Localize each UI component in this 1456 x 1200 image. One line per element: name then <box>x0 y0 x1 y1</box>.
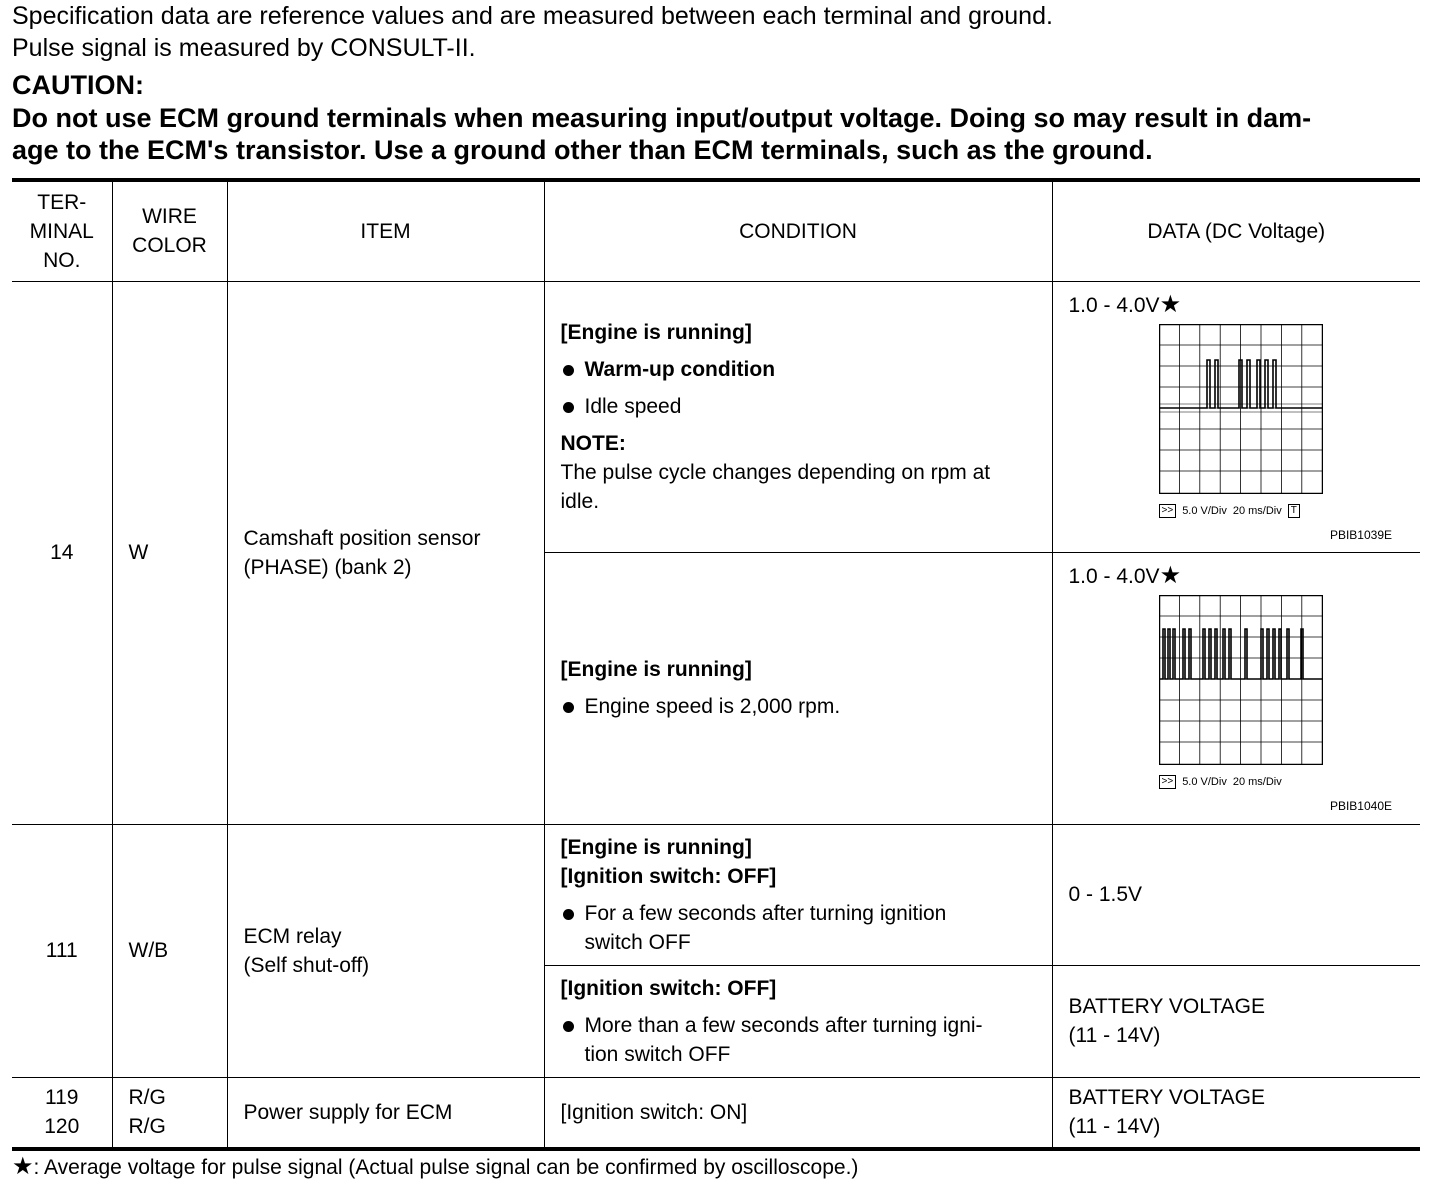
oscilloscope-figure <box>1159 324 1323 518</box>
item-line1: Camshaft position sensor <box>243 526 481 550</box>
scope-volt-div: 5.0 V/Div <box>1182 775 1227 788</box>
item-cell: Power supply for ECM <box>227 1077 544 1149</box>
bullet-icon <box>563 1021 574 1032</box>
wire-line1: R/G <box>128 1086 166 1110</box>
header-wire-line2: COLOR <box>132 234 207 258</box>
condition-bullet <box>561 692 1038 721</box>
header-wire-color <box>112 180 227 281</box>
header-condition: CONDITION <box>544 180 1052 281</box>
figure-id: PBIB1039E <box>1329 527 1392 542</box>
data-cell <box>1052 965 1420 1077</box>
star-icon: ★ <box>1159 290 1182 318</box>
caution-title: CAUTION: <box>12 70 144 100</box>
scope-arrow-icon: >> <box>1159 775 1177 789</box>
header-terminal-line2: MINAL <box>29 219 94 243</box>
bullet-icon <box>563 365 574 376</box>
bullet-text: switch OFF <box>584 930 691 954</box>
header-item: ITEM <box>227 180 544 281</box>
terminal-spec-table <box>12 178 1420 1151</box>
item-line1: ECM relay <box>243 924 342 948</box>
terminal-cell: 14 <box>12 281 112 824</box>
condition-bullet <box>561 899 1038 957</box>
item-cell <box>227 824 544 1077</box>
data-line2: (11 - 14V) <box>1068 1024 1161 1047</box>
terminal-line1: 119 <box>45 1086 79 1110</box>
condition-bullet <box>561 1011 1038 1069</box>
data-cell <box>1052 1077 1420 1149</box>
figure-id: PBIB1040E <box>1329 798 1392 813</box>
header-terminal-line1: TER- <box>37 190 87 214</box>
wire-line2: R/G <box>128 1115 166 1139</box>
terminal-line2: 120 <box>44 1115 80 1139</box>
item-cell <box>227 281 544 824</box>
caution-text-line2: age to the ECM's transistor. Use a ground other than ECM terminals, such as the ground. <box>12 135 1153 165</box>
bullet-icon <box>563 909 574 920</box>
header-wire-line1: WIRE <box>142 205 197 229</box>
wire-cell: W <box>112 281 227 824</box>
scope-arrow-icon: >> <box>1159 504 1177 518</box>
data-cell: 0 - 1.5V <box>1052 824 1420 965</box>
bullet-text: Engine speed is 2,000 rpm. <box>584 695 841 718</box>
spec-note: Specification data are reference values and are measured between each terminal and ground. <box>12 2 1053 30</box>
footnote-text: : Average voltage for pulse signal (Actual pulse signal can be confirmed by oscilloscope.) <box>33 1156 859 1179</box>
condition-cell <box>544 552 1052 824</box>
note-title: NOTE: <box>560 431 626 455</box>
condition-state: [Engine is running] <box>560 658 752 681</box>
pulse-note: Pulse signal is measured by CONSULT-II. <box>12 34 476 62</box>
scope-volt-div: 5.0 V/Div <box>1182 504 1227 517</box>
bullet-text: Warm-up condition <box>584 357 776 381</box>
header-terminal-line3: NO. <box>43 248 81 272</box>
star-icon: ★ <box>12 1153 34 1180</box>
bullet-icon <box>563 402 574 413</box>
table-row <box>12 824 1420 965</box>
bullet-text: More than a few seconds after turning igni- <box>584 1013 983 1037</box>
note-line2: idle. <box>560 489 600 513</box>
note-line1: The pulse cycle changes depending on rpm at <box>560 460 991 484</box>
condition-cell <box>544 824 1052 965</box>
intro-section <box>12 0 1442 166</box>
item-line2: (Self shut-off) <box>243 953 370 977</box>
condition-state: [Ignition switch: OFF] <box>560 976 777 1000</box>
bullet-text: tion switch OFF <box>584 1042 731 1066</box>
condition-state: [Engine is running] <box>560 320 752 344</box>
data-line1: BATTERY VOLTAGE <box>1068 1086 1265 1110</box>
item-line2: (PHASE) (bank 2) <box>243 555 412 579</box>
oscilloscope-grid <box>1159 595 1323 765</box>
oscilloscope-grid <box>1159 324 1323 494</box>
condition-state: [Engine is running] <box>560 835 752 859</box>
footnote <box>12 1153 858 1182</box>
data-cell <box>1052 281 1420 552</box>
bullet-text: Idle speed <box>584 394 682 418</box>
data-text: 1.0 - 4.0V <box>1068 564 1160 588</box>
table-header-row <box>12 180 1420 281</box>
star-icon: ★ <box>1159 561 1182 589</box>
condition-bullet <box>561 355 1038 384</box>
oscilloscope-caption <box>1159 775 1323 789</box>
data-text: 1.0 - 4.0V <box>1068 293 1160 317</box>
terminal-cell <box>12 1077 112 1149</box>
condition-cell: [Ignition switch: ON] <box>544 1077 1052 1149</box>
table-row <box>12 281 1420 552</box>
condition-cell <box>544 965 1052 1077</box>
data-line1: BATTERY VOLTAGE <box>1068 995 1265 1018</box>
wire-cell: W/B <box>112 824 227 1077</box>
data-value <box>1069 561 1411 591</box>
oscilloscope-caption <box>1159 504 1323 518</box>
bullet-icon <box>563 702 574 713</box>
bullet-text: For a few seconds after turning ignition <box>584 901 947 925</box>
data-cell <box>1052 552 1420 824</box>
terminal-cell: 111 <box>12 824 112 1077</box>
scope-mode: T <box>1288 504 1300 518</box>
condition-state: [Ignition switch: OFF] <box>560 864 777 888</box>
scope-time-div: 20 ms/Div <box>1232 504 1282 517</box>
wire-cell <box>112 1077 227 1149</box>
oscilloscope-figure <box>1159 595 1323 789</box>
header-data: DATA (DC Voltage) <box>1052 180 1420 281</box>
data-value <box>1069 290 1411 320</box>
data-line2: (11 - 14V) <box>1068 1115 1161 1139</box>
scope-time-div: 20 ms/Div <box>1232 775 1282 788</box>
condition-bullet <box>561 392 1038 421</box>
caution-text-line1: Do not use ECM ground terminals when measuring input/output voltage. Doing so may result in dam- <box>12 103 1312 133</box>
header-terminal <box>12 180 112 281</box>
table-row <box>12 1077 1420 1149</box>
condition-cell <box>544 281 1052 552</box>
